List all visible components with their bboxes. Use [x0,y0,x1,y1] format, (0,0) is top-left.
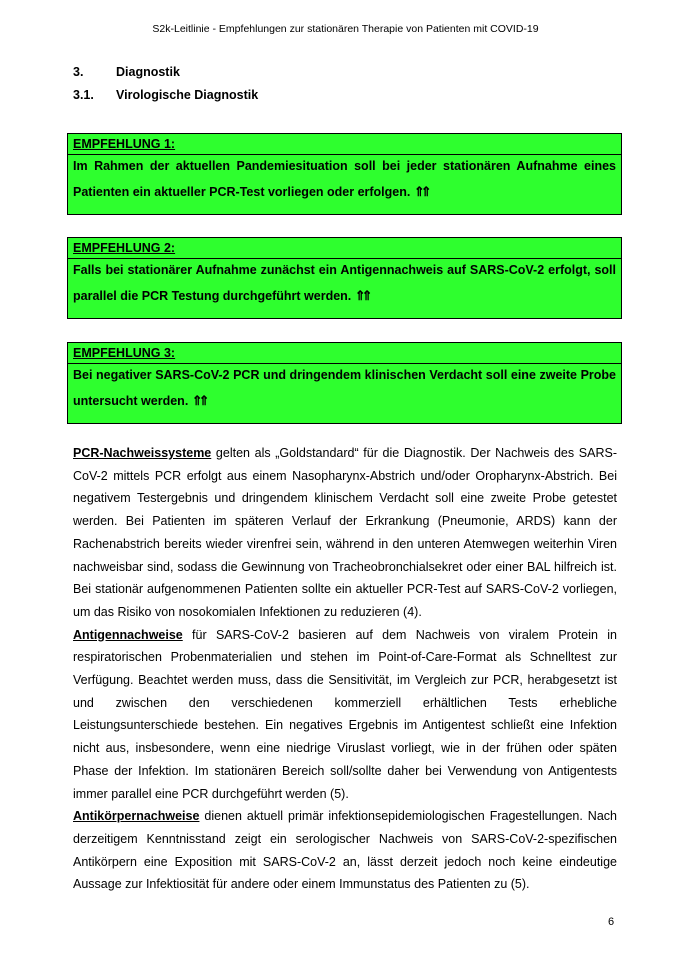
paragraph-text: dienen aktuell primär infektionsepidemiologischen Fragestellungen. Nach derzeitigem Kenntnisstand zeigt ein serologischer Nachweis von SARS-CoV-2-spezifischen Antikörpern eine Exposition mit SARS-CoV-2 an, lässt derzeit jedoch noch keine eindeutige Aussage zur Infektiosität für andere oder einem Immunstatus des Patienten zu (5). [73,809,617,892]
double-up-arrow-icon: ⇑⇑ [191,393,206,408]
subsection-heading [73,88,258,102]
recommendation-box-3 [67,342,622,424]
recommendation-title: EMPFEHLUNG 3: [68,343,621,364]
recommendation-box-2 [67,237,622,319]
recommendation-text [68,257,621,309]
paragraph-text: für SARS-CoV-2 basieren auf dem Nachweis von viralem Protein in respiratorischen Probenmaterialien und stehen im Point-of-Care-Format als Schnelltest zur Verfügung. Beachtet werden muss, dass die Sensitivität, im Vergleich zur PCR, herabgesetzt ist und zwischen den verschiedenen kommerziell erhältlichen Tests erhebliche Leistungsunterschiede bestehen. Ein negatives Ergebnis im Antigentest schließt eine Infektion nicht aus, insbesondere, wenn eine niedrige Viruslast vorliegt, wie in der frühen oder späten Phase der Infektion. Im stationären Bereich soll/sollte daher bei Verwendung von Antigentests immer parallel eine PCR durchgeführt werden (5). [73,627,617,801]
paragraph-antigen [73,624,617,806]
body-text [73,442,617,896]
paragraph-antibody [73,805,617,896]
section-number: 3. [73,65,84,79]
recommendation-text [68,362,621,414]
recommendation-body: Im Rahmen der aktuellen Pandemiesituation soll bei jeder stationären Aufnahme eines Patienten ein aktueller PCR-Test vorliegen oder erfolgen. [73,159,616,199]
term-antigen: Antigennachweise [73,627,183,642]
recommendation-box-1 [67,133,622,215]
recommendation-title: EMPFEHLUNG 1: [68,134,621,155]
subsection-title: Virologische Diagnostik [116,88,259,102]
paragraph-pcr [73,442,617,624]
double-up-arrow-icon: ⇑⇑ [413,184,428,199]
term-antibody: Antikörpernachweise [73,809,200,824]
page-header: S2k-Leitlinie - Empfehlungen zur stationären Therapie von Patienten mit COVID-19 [152,23,539,35]
subsection-number: 3.1. [73,88,94,102]
recommendation-body: Bei negativer SARS-CoV-2 PCR und dringendem klinischen Verdacht soll eine zweite Probe untersucht werden. [73,368,616,408]
page-number: 6 [608,916,615,928]
recommendation-body: Falls bei stationärer Aufnahme zunächst ein Antigennachweis auf SARS-CoV-2 erfolgt, soll parallel die PCR Testung durchgeführt werden. [73,263,616,303]
recommendation-title: EMPFEHLUNG 2: [68,238,621,259]
section-heading [73,65,180,79]
section-title: Diagnostik [116,65,180,79]
recommendation-text [68,153,621,205]
term-pcr: PCR-Nachweissysteme [73,446,212,460]
paragraph-text: gelten als „Goldstandard“ für die Diagnostik. Der Nachweis des SARS-CoV-2 mittels PCR erfolgt aus einem Nasopharynx-Abstrich und/oder Oropharynx-Abstrich. Bei negativem Testergebnis und dringendem klinischem Verdacht soll eine zweite Probe getestet werden. Bei Patienten im späteren Verlauf der Erkrankung (Pneumonie, ARDS) kann der Rachenabstrich bereits wieder virenfrei sein, während in den unteren Atemwegen weiterhin Viren nachweisbar sind, sodass die Gewinnung von Tracheobronchialsekret oder einer BAL hilfreich ist. Bei stationär aufgenommenen Patienten sollte ein aktueller PCR-Test auf SARS-CoV-2 vorliegen, um das Risiko von nosokomialen Infektionen zu reduzieren (4). [73,446,617,619]
double-up-arrow-icon: ⇑⇑ [354,288,369,303]
